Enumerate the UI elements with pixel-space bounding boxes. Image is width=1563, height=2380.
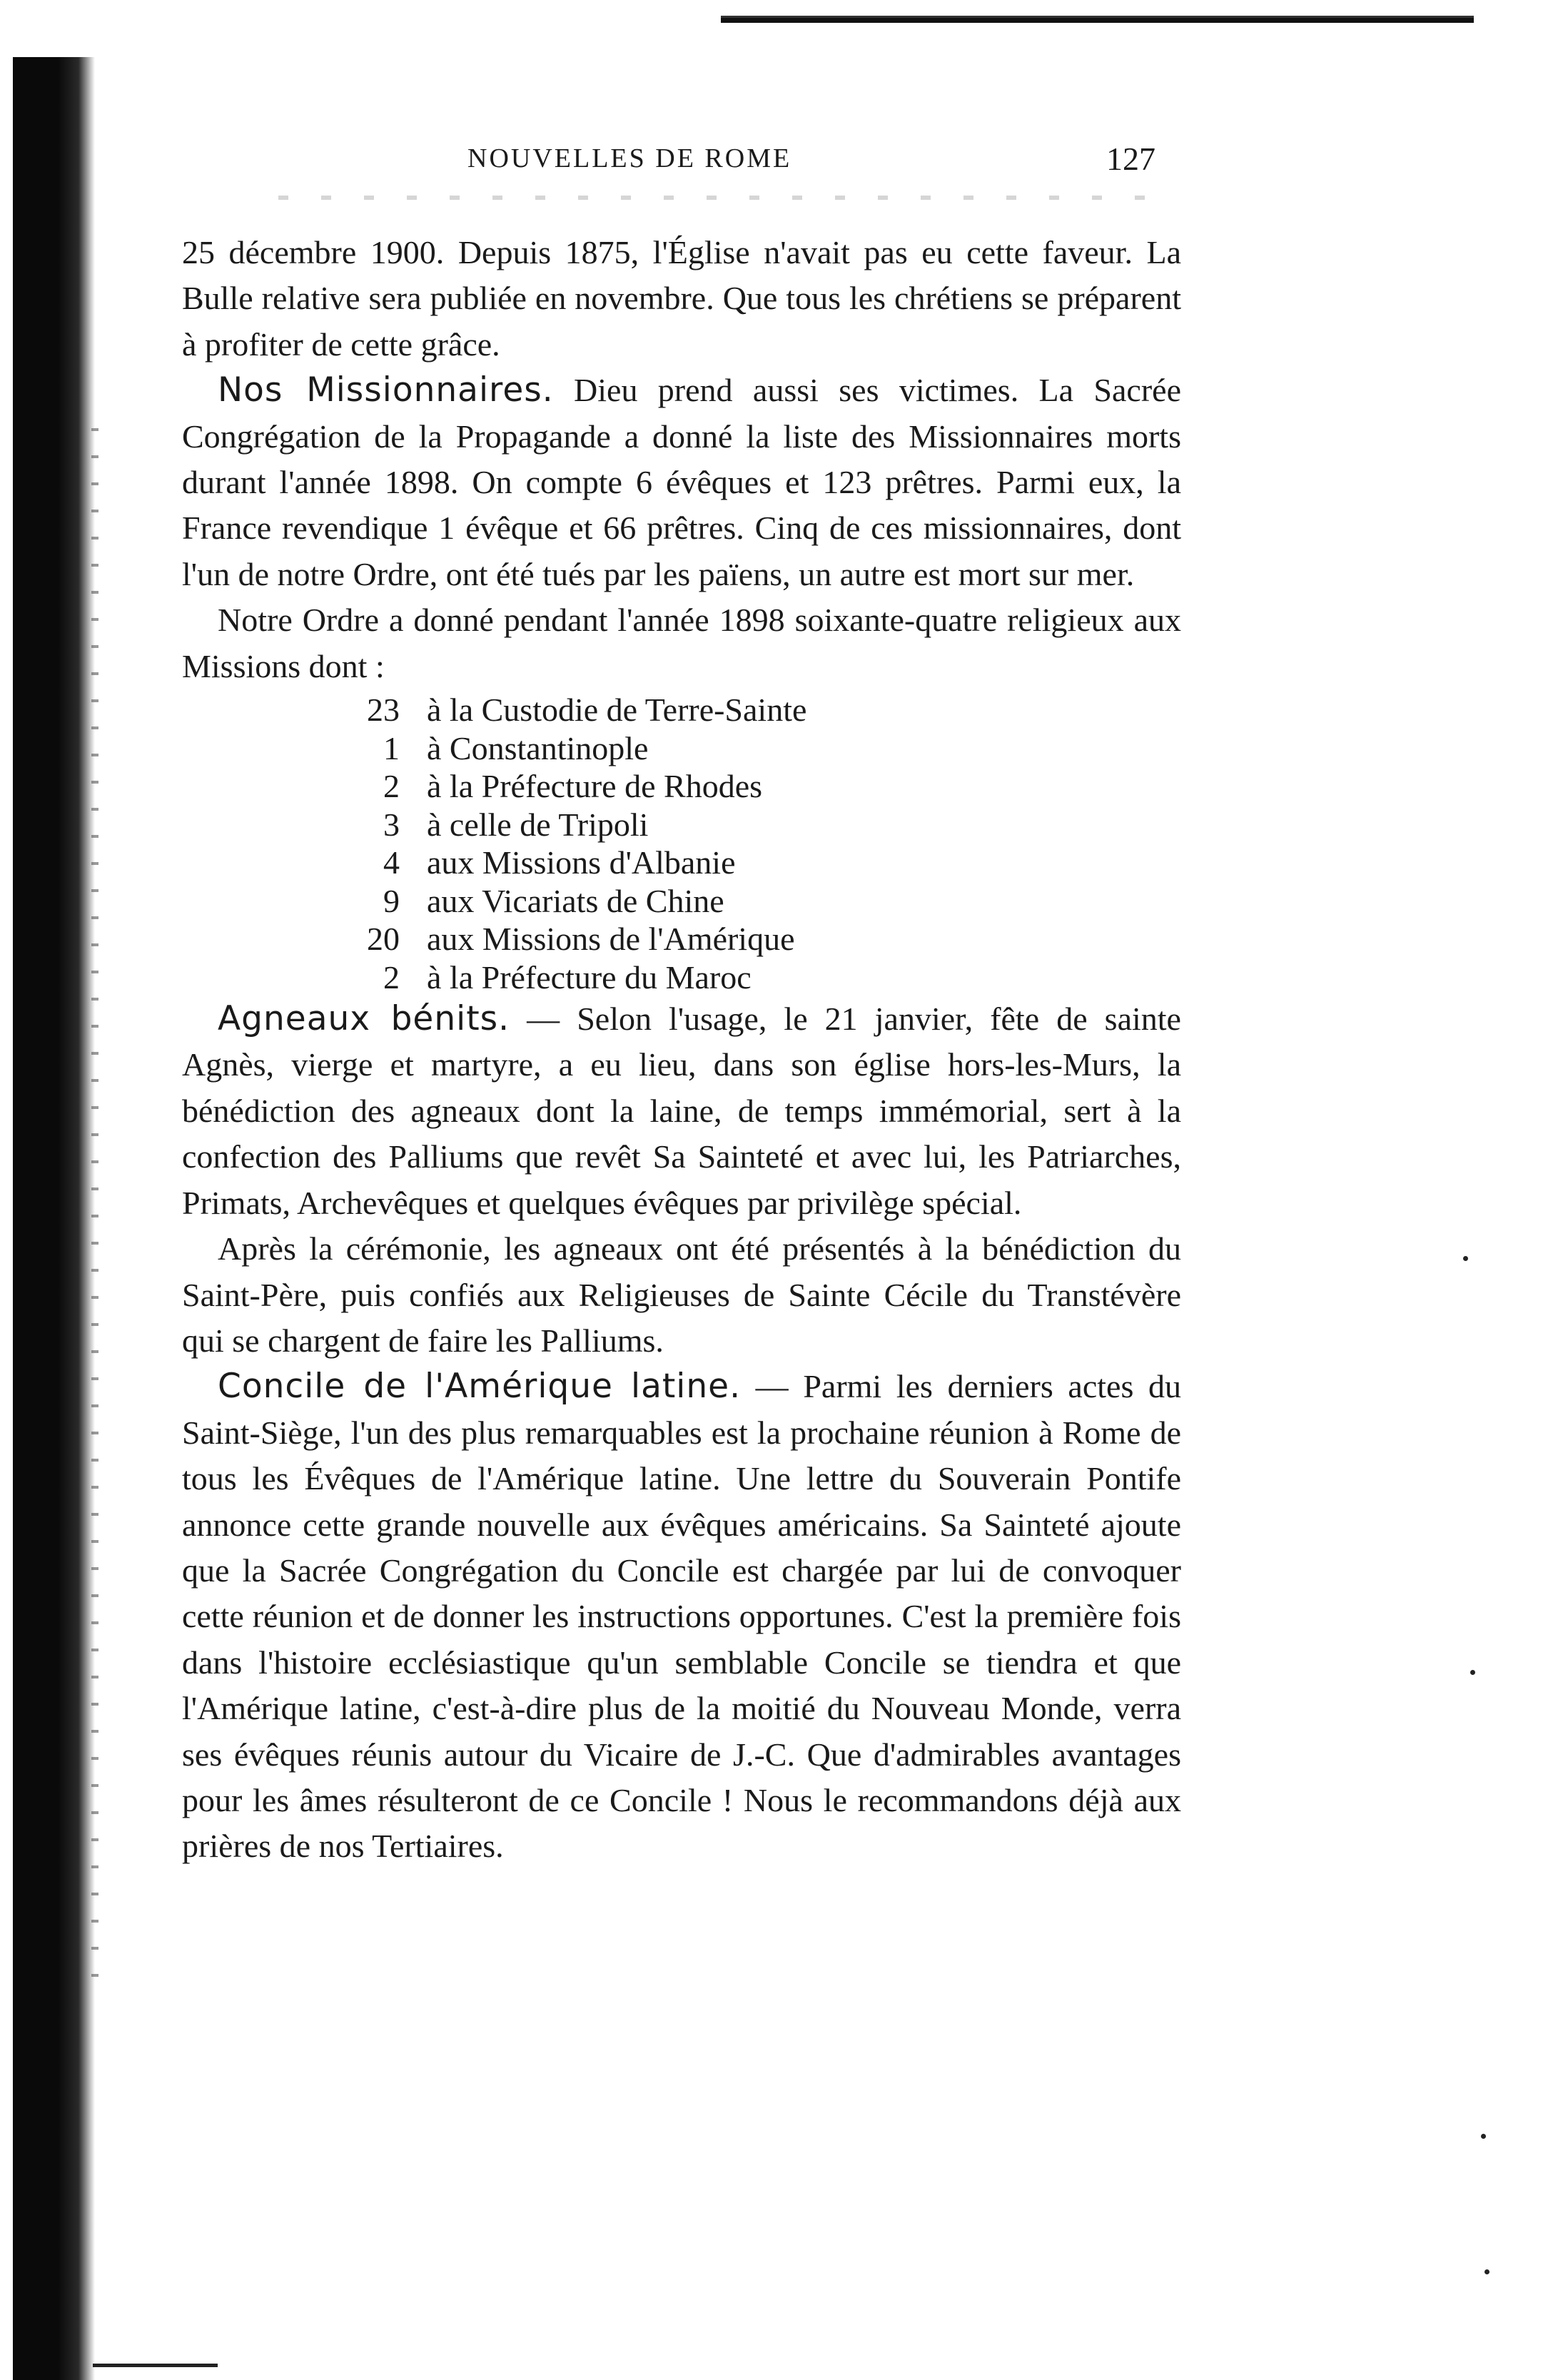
list-item [350, 920, 806, 958]
paragraph-lambs [182, 996, 1181, 1226]
header-separator [278, 196, 1170, 200]
article-body [182, 230, 1181, 1870]
paragraph-missionaries [182, 368, 1181, 597]
mission-place: aux Missions de l'Amérique [427, 921, 795, 958]
paragraph-lambs-text: — Selon l'usage, le 21 janvier, fête de sainte Agnès, vierge et martyre, a eu lieu, dans son église hors-les-Murs, la bénédiction des agneaux dont la laine, de temps immémorial, sert à la confection des Palliums que revêt Sa Sainteté et avec lui, les Patriarches, Primats, Archevêques et quelques évêques par privilège spécial. [182, 1001, 1181, 1221]
list-item [350, 806, 806, 844]
mission-place: à la Préfecture de Rhodes [427, 768, 763, 805]
scan-speck [1484, 2269, 1489, 2274]
section-title-missionaries: Nos Missionnaires. [218, 370, 554, 410]
mission-place: à la Préfecture du Maroc [427, 958, 752, 996]
running-head: NOUVELLES DE ROME [467, 143, 792, 173]
scan-bottom-mark [93, 2364, 218, 2367]
mission-count: 3 [383, 806, 400, 843]
scan-speck [1481, 2134, 1486, 2139]
section-title-council: Concile de l'Amérique latine. [218, 1367, 742, 1407]
mission-place: à Constantinople [427, 729, 649, 766]
mission-count: 9 [383, 882, 400, 919]
mission-count: 4 [383, 844, 400, 881]
mission-place: aux Missions d'Albanie [427, 844, 736, 881]
paragraph-ceremony: Après la cérémonie, les agneaux ont été présentés à la bénédiction du Saint-Père, puis confiés aux Religieuses de Sainte Cécile du Transtévère qui se chargent de faire les Palliums. [182, 1230, 1181, 1359]
mission-place: à la Custodie de Terre-Sainte [427, 692, 807, 729]
list-item [350, 844, 806, 882]
list-item [350, 958, 806, 997]
list-item [350, 882, 806, 921]
paragraph-council-text: — Parmi les derniers actes du Saint-Siège, l'un des plus remarquables est la prochaine réunion à Rome de tous les Évêques de l'Amérique latine. Une lettre du Souverain Pontife annonce cette grande nouvelle aux évêques américains. Sa Sainteté ajoute que la Sacrée Congrégation du Concile est chargée par lui de convoquer cette réunion et de donner les instructions opportunes. C'est la première fois dans l'histoire ecclésiastique qu'un semblable Concile se tiendra et que l'Amérique latine, c'est-à-dire plus de la moitié du Nouveau Monde, verra ses évêques réunis autour du Vicaire de J.-C. Que d'admirables avantages pour les âmes résulteront de ce Concile ! Nous le recommandons déjà aux prières de nos Tertiaires. [182, 1368, 1182, 1865]
mission-count: 20 [367, 921, 400, 958]
scan-speck [1470, 1670, 1475, 1675]
scan-binding-marks [91, 428, 98, 1998]
list-item [350, 691, 806, 729]
paragraph-missionaries-text: Dieu prend aussi ses victimes. La Sacrée Congrégation de la Propagande a donné la liste des Missionnaires morts durant l'année 1898. On compte 6 évêques et 123 prêtres. Parmi eux, la France revendique 1 évêque et 66 prêtres. Cinq de ces missionnaires, dont l'un de notre Ordre, ont été tués par les païens, un autre est mort sur mer. [182, 372, 1181, 592]
paragraph-jubilee: 25 décembre 1900. Depuis 1875, l'Église n'avait pas eu cette faveur. La Bulle relative sera publiée en novembre. Que tous les chrétiens se préparent à profiter de cette grâce. [182, 234, 1181, 363]
paragraph-order-missions: Notre Ordre a donné pendant l'année 1898 soixante-quatre religieux aux Missions dont : [182, 602, 1181, 684]
missions-list [350, 691, 806, 996]
list-item [350, 767, 806, 806]
scan-speck [1463, 1256, 1468, 1261]
paragraph-council [182, 1364, 1181, 1869]
scan-binding-shadow [13, 57, 95, 2380]
section-title-lambs: Agneaux bénits. [218, 999, 510, 1039]
mission-count: 2 [383, 768, 400, 805]
mission-place: aux Vicariats de Chine [427, 882, 724, 919]
page-number: 127 [1106, 141, 1155, 177]
mission-place: à celle de Tripoli [427, 806, 649, 843]
mission-count: 2 [383, 958, 400, 996]
scan-top-rule [721, 16, 1474, 23]
list-item [350, 729, 806, 768]
mission-count: 23 [367, 692, 400, 729]
mission-count: 1 [383, 729, 400, 766]
